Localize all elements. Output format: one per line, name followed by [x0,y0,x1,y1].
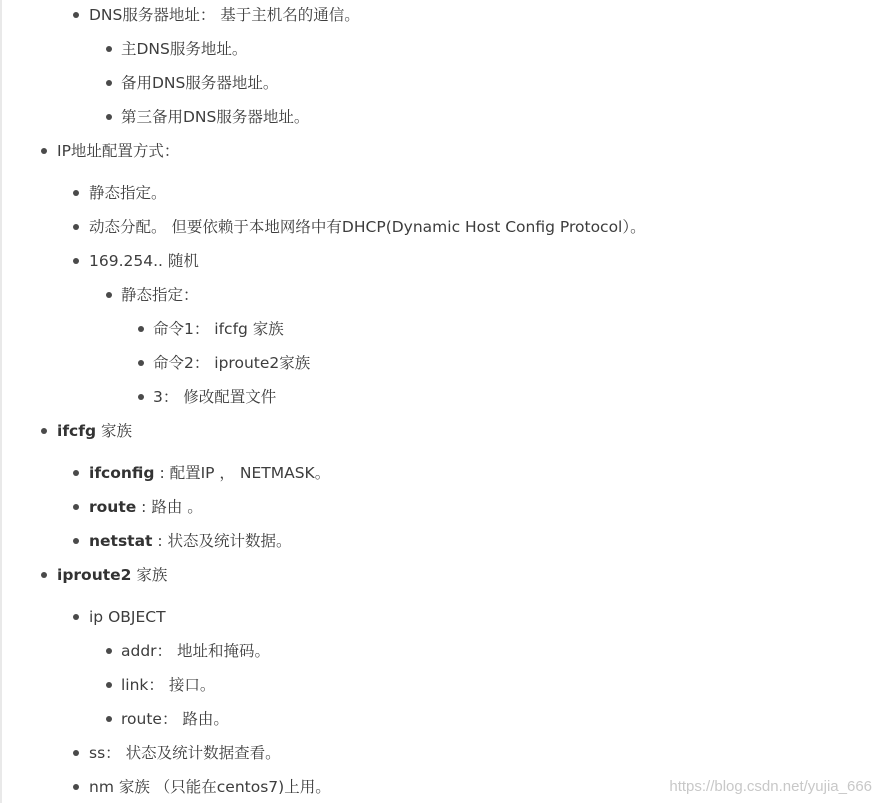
list-item-text: iproute2 家族 [57,566,168,584]
bullet-icon [73,784,79,790]
bullet-icon [73,538,79,544]
bullet-icon [73,504,79,510]
bullet-icon [41,148,47,154]
bullet-icon [73,614,79,620]
list-item-text: addr： 地址和掩码。 [121,642,270,660]
bullet-icon [73,470,79,476]
bullet-icon [73,190,79,196]
bullet-icon [106,716,112,722]
list-item-text: 命令1： ifcfg 家族 [153,320,284,338]
list-item-text: route : 路由 。 [89,498,203,516]
bullet-icon [106,682,112,688]
bullet-icon [73,258,79,264]
bullet-icon [73,750,79,756]
list-item-text: 备用DNS服务器地址。 [121,74,279,92]
bullet-icon [106,292,112,298]
keyword: netstat [89,532,153,550]
list-item-text: ifconfig : 配置IP ， NETMASK。 [89,464,331,482]
watermark: https://blog.csdn.net/yujia_666 [669,778,872,795]
bullet-icon [106,80,112,86]
bullet-icon [41,428,47,434]
keyword: iproute2 [57,566,132,584]
list-item-text: 主DNS服务地址。 [121,40,248,58]
bullet-icon [106,114,112,120]
list-item-text: 169.254.. 随机 [89,252,199,270]
list-item-text: 静态指定： [121,286,199,304]
list-item-text: DNS服务器地址： 基于主机名的通信。 [89,6,360,24]
bullet-icon [73,12,79,18]
bullet-icon [138,394,144,400]
bullet-icon [138,326,144,332]
list-item-text: link： 接口。 [121,676,216,694]
list-item-text: route： 路由。 [121,710,229,728]
left-border [0,0,2,803]
list-item-text: 命令2： iproute2家族 [153,354,311,372]
bullet-icon [106,648,112,654]
bullet-icon [73,224,79,230]
list-item-text: ip OBJECT [89,608,166,626]
list-item-text: IP地址配置方式： [57,142,180,160]
keyword: ifconfig [89,464,155,482]
bullet-icon [138,360,144,366]
list-item-text: 静态指定。 [89,184,167,202]
keyword: route [89,498,137,516]
list-item-text: netstat : 状态及统计数据。 [89,532,292,550]
list-item-text: nm 家族 （只能在centos7)上用。 [89,778,331,796]
list-item-text: 第三备用DNS服务器地址。 [121,108,310,126]
list-item-text: ss： 状态及统计数据查看。 [89,744,281,762]
keyword: ifcfg [57,422,97,440]
list-item-text: 动态分配。 但要依赖于本地网络中有DHCP(Dynamic Host Config Protocol）。 [89,218,646,236]
list-item-text: ifcfg 家族 [57,422,133,440]
bullet-icon [41,572,47,578]
bullet-icon [106,46,112,52]
list-item-text: 3： 修改配置文件 [153,388,277,406]
